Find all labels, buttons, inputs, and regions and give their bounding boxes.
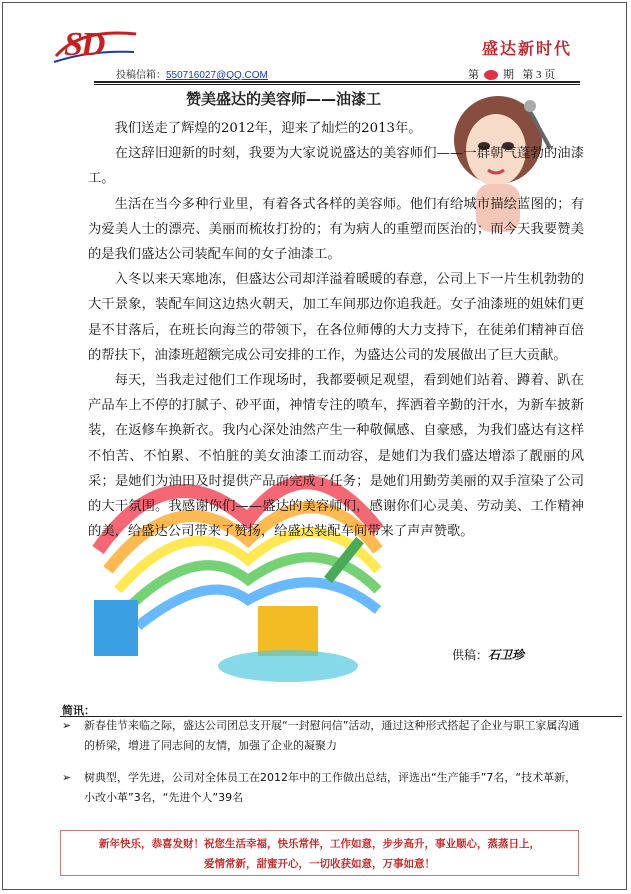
header-rule bbox=[94, 81, 580, 83]
author-label: 供稿： bbox=[452, 648, 489, 662]
article-title: 赞美盛达的美容师——油漆工 bbox=[186, 90, 382, 108]
contact-label: 投稿信箱： bbox=[116, 70, 166, 81]
logo-text: SD bbox=[64, 26, 104, 63]
issue-mid: 期 bbox=[503, 69, 514, 81]
author-credit bbox=[452, 646, 524, 663]
article-paragraph: 生活在当今多种行业里，有着各式各样的美容师。他们有给城市描绘蓝图的；有为爱美人士的漂亮、美丽而梳妆打扮的；有为病人的重塑而医治的；而今天我要赞美的是我们盛达公司装配车间的女子油漆工。 bbox=[88, 196, 584, 263]
brand-title: 盛达新时代 bbox=[482, 39, 573, 58]
contact-line bbox=[116, 66, 268, 81]
greeting-line-2: 爱情常新，甜蜜开心，一切收获如意，万事如意！ bbox=[204, 858, 435, 870]
article-paragraph: 我们送走了辉煌的2012年，迎来了灿烂的2013年。 bbox=[114, 121, 422, 136]
article-paragraph: 每天，当我走过他们工作现场时，我都要顿足观望，看到她们站着、蹲着、趴在产品车上不停的打腻子、砂平面，神情专注的喷车，挥洒着辛勤的汗水，为新车披新装，在返修车换新衣。我内心深处油然产生一种敬佩感、自豪感，为我们盛达有这样不怕苦、不怕累、不怕脏的美女油漆工而动容，是她们为我们盛达增添了靓丽的风采；是她们为油田及时提供产品而完成了任务；是她们用勤劳美丽的双手渲染了公司的大干氛围。我感谢你们——盛达的美容师们，感谢你们心灵美、劳动美、工作精神的美，给盛达公司带来了赞扬，给盛达装配车间带来了声声赞歌。 bbox=[88, 373, 584, 540]
new-year-greeting-box bbox=[60, 830, 579, 876]
bullet-arrow-icon: ➢ bbox=[62, 771, 72, 784]
brief-item bbox=[62, 768, 582, 808]
brief-item-text: 树典型，学先进，公司对全体员工在2012年中的工作做出总结，评选出“生产能手”7名，“技术革新，小改小革”3名，“先进个人”39名 bbox=[84, 771, 577, 804]
page-number: 第 3 页 bbox=[522, 69, 556, 81]
article-paragraph: 入冬以来天寒地冻，但盛达公司却洋溢着暖暖的春意，公司上下一片生机勃勃的大干景象，装配车间这边热火朝天，加工车间那边你追我赶。女子油漆班的姐妹们更是不甘落后，在班长向海兰的带领下，在各位师傅的大力支持下，在徒弟们精神百倍的帮扶下，油漆班超额完成公司安排的工作，为盛达公司的发展做出了巨大贡献。 bbox=[88, 272, 584, 363]
brief-item-text: 新春佳节来临之际，盛达公司团总支开展“一封慰问信”活动，通过这种形式搭起了企业与职工家属沟通的桥梁，增进了同志间的友情，加强了企业的凝聚力 bbox=[84, 719, 580, 752]
issue-prefix: 第 bbox=[468, 69, 479, 81]
issue-emblem-icon bbox=[484, 70, 498, 80]
brief-item bbox=[62, 716, 582, 756]
header-rule-thin bbox=[94, 84, 580, 85]
contact-email[interactable]: 550716027@QQ.COM bbox=[166, 70, 268, 81]
bullet-arrow-icon: ➢ bbox=[62, 719, 72, 732]
greeting-line-1: 新年快乐，恭喜发财！祝您生活幸福，快乐常伴，工作如意，步步高升，事业顺心，蒸蒸日上， bbox=[99, 838, 540, 850]
brief-title: 简讯： bbox=[62, 704, 95, 717]
article-paragraph: 在这辞旧迎新的时刻，我要为大家说说盛达的美容师们——一群朝气蓬勃的油漆工。 bbox=[88, 146, 584, 187]
article-body bbox=[88, 116, 584, 544]
issue-info bbox=[468, 66, 555, 82]
author-name: 石卫珍 bbox=[488, 648, 525, 662]
